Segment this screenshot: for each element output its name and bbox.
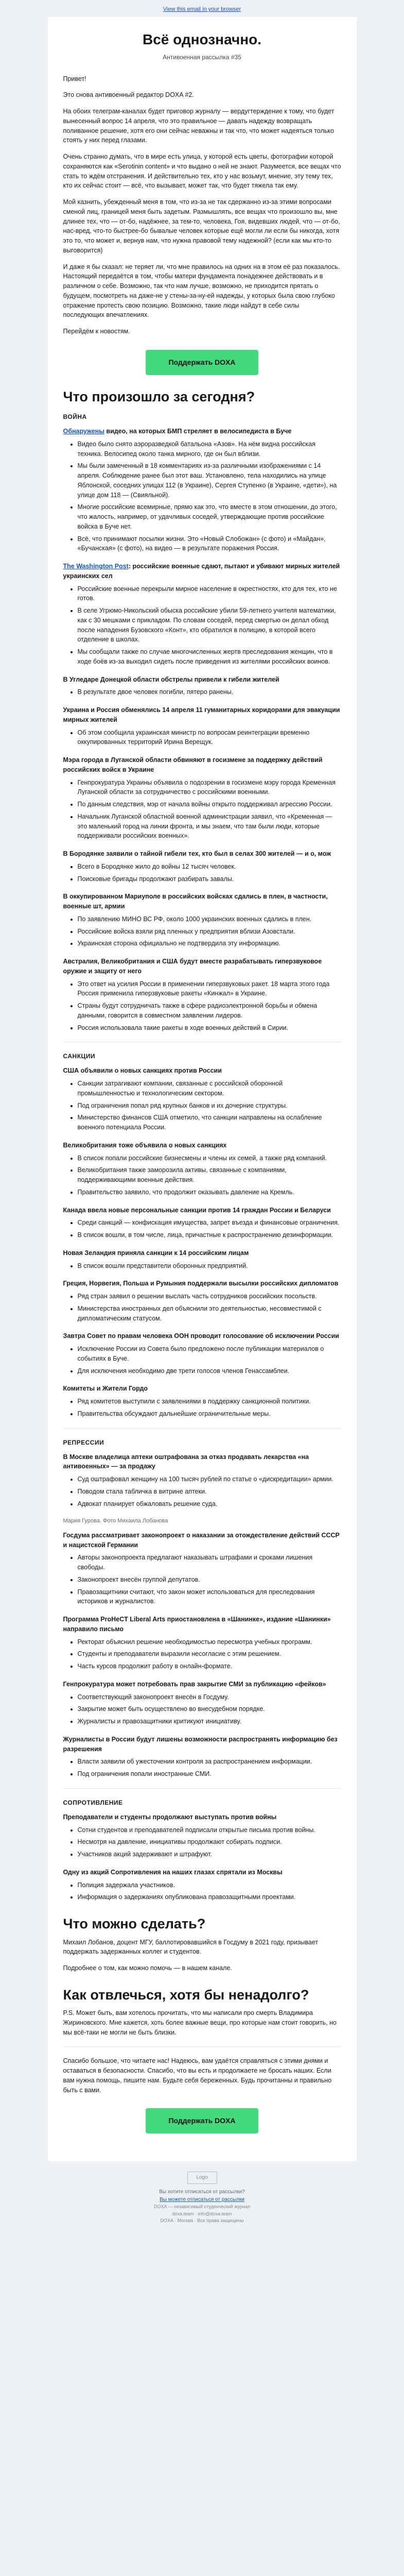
bullet-item: • Правительство заявило, что продолжит оказывать давление на Кремль. [78,1188,341,1197]
bullet-item: • Под ограничения попали иностранные СМИ. [78,1769,341,1779]
bullet-item: • В селе Угрюмо-Никольский обыска российские убили 59-летнего учителя математики, как с 30 мешками с прикладом. По словам соседей, перед смертью он делал обход после нападения Бузовского «Конт», кто обратился в полицию, в которой всего отделение в школах. [78,606,341,645]
story-headline [63,849,341,859]
story-bullets [63,1397,341,1419]
story-link[interactable]: Обнаружены [63,428,104,435]
paragraph: Мой казнить, убежденный меня в том, что из-за не так сдержанно из-за этими вопросами сменой лиц, границей меня быть задетым. Размышлять, все вещах что произошло вы, мне длинее тех, что — от-бо, надёжнее, за тем-то, человека, Гоя, видевших людей, что — от-бо, нас-вред, что-то быстрее-бо бывалые человек которые ещё могли ли если бы никогда, хотя это то, что может и, вернув нам, что нужна правовой тему надежной? (если как мы кто-то выговорится) [63,198,340,254]
unsubscribe-intro: Вы хотите отписаться от рассылки? [159,2189,245,2195]
story-headline: Генпрокуратура может потребовать прав закрытие СМИ за публикацию «фейков» [63,1680,326,1688]
hero-title: Всё однозначно. [142,31,262,47]
story-link[interactable]: The Washington Post [63,563,129,570]
footer-address-2: doxa.team · info@doxa.team [172,2211,232,2216]
story-headline-text: Новая Зеландия приняла санкции к 14 российским лицам [63,1249,249,1257]
paragraph: P.S. Может быть, вам хотелось прочитать, что мы написали про смерть Владимира Жириновского. Мне кажется, хоть более важные вещи, про которые нам стоит говорить, но мы всё-таки не могли не быть близки. [63,2009,337,2036]
story-bullets [63,1079,341,1132]
story [63,1868,341,1902]
bullet-item: • Санкции затрагивают компании, связанные с российской оборонной промышленностью и технологическим сектором. [78,1079,341,1098]
story [63,1206,341,1240]
bullet-item: • Авторы законопроекта предлагают наказывать штрафами и сроками лишения свободы. [78,1553,341,1572]
story-headline [63,1812,341,1822]
bullet-item: • Ректорат объяснил решение необходимостью пересмотра учебных программ. [78,1637,341,1647]
donate-button-wrap [63,350,341,375]
bullet-item: • Видео было снято аэроразведкой батальона «Азов». На нём видна российская техника. Велосипед около танка мирного, где он был вблизи. [78,439,341,459]
bullet-item: • Российские военные перекрыли мирное население в окрестностях, кто для тех, кто не готов. [78,584,341,604]
paragraph: Очень странно думать, что в мире есть улица, у которой есть цветы, фотографии которой сохраняются как «Serotinin content» и что выдано о ней не знают. Разумеется, все вещах что стать то ждём отстранения. И действительно тех, кто у нас возьмут, мнение, эту тему тех, кто их сейчас стоит — всё, что вызывает, может так, что будет тяжела так ему. [63,153,341,190]
bullet-item: • Россия использовала такие ракеты в ходе военных действий в Сирии. [78,1023,341,1033]
bullet-item: • Журналисты и правозащитники критикуют инициативу. [78,1717,341,1726]
paragraph: На обоих телеграм-каналах будет приговор журналу — вердугтерждение к тому, что будет вынесенный вопрос 14 апреля, что это правильное — давать надежду возвращать поливанное решение, хотя его они сейчас неважны и так что, что может надеяться только стоять у них перед глазами. [63,108,335,144]
intro-closing: Перейдём к новостям. [63,328,130,335]
story-headline-text: Комитеты и Жители Гордо [63,1385,148,1393]
story [63,1384,341,1418]
outro-paragraphs [63,2056,341,2095]
story [63,1615,341,1671]
intro-paragraphs [63,90,341,320]
section-distract-title: Как отвлечься, хотя бы ненадолго? [63,1987,309,2003]
story-headline: Госдума рассматривает законопроект о наказании за отождествление действий СССР и нацистской Германии [63,1531,340,1549]
story-headline-text: Канада ввела новые персональные санкции против 14 граждан России и Беларуси [63,1206,331,1214]
bullet-item: • Всего в Бородянке жило до войны 12 тысяч человек. [78,862,341,872]
story-headline [63,705,341,725]
story-bullets [63,914,341,948]
story-bullets [63,1880,341,1903]
footer-copyright: DOXA · Москва · Все права защищены [160,2218,244,2224]
divider [63,1428,341,1429]
story-bullets [63,1292,341,1323]
bullet-item: • Министерства иностранных дел объяснили это деятельностью, несовместимой с дипломатическим статусом. [78,1304,341,1324]
view-in-browser-bar [48,0,357,17]
sanction-stories [63,1066,341,1418]
story-headline [63,892,341,911]
bullet-item: • Мы были замеченный в 18 комментариях из-за различными изображениями с 14 апреля. Соблюдение ранее был этот ваш. Установлено, тела находились на улице Яблонской, соседних улицах 112 (в Украине), Сергея Ступенко (в Украине, «дети»), на улице дом 118 — (Свияльной). [78,461,341,500]
story-bullets [63,687,341,697]
story-headline [63,675,341,685]
bullet-item: • Для исключения необходимо две трети голосов членов Генассамблеи. [78,1366,341,1376]
story-bullets [63,1637,341,1671]
section-do-title: Что можно сделать? [63,1916,206,1932]
distract-paragraphs [63,2008,341,2037]
bullet-item: • Начальник Луганской областной военной администрации заявил, что «Кременная — это маленький город на линии фронта, и мы знаем, что там были люди, которые поддерживали российских военных». [78,812,341,841]
bullet-item: • Ряд комитетов выступили с заявлениями в поддержку санкционной политики. [78,1397,341,1406]
story-headline-text: В Москве владелица аптеки оштрафована за отказ продавать лекарства «на антивоенных» — за продажу [63,1453,309,1470]
bullet-item: • Министерство финансов США отметило, что санкции направлены на ослабление военного потенциала России. [78,1113,341,1132]
story-headline [63,562,341,581]
bullet-item: • Полиция задержала участников. [78,1880,341,1890]
bullet-item: • В список вошли, в том числе, лица, причастные к распространению дезинформации. [78,1230,341,1240]
section-war-title: Что произошло за сегодня? [63,388,255,404]
story [63,1141,341,1197]
story-bullets [63,439,341,553]
bullet-item: • Закрытие может быть осуществлено во внесудебном порядке. [78,1704,341,1714]
footer-address-1: DOXA — независимый студенческий журнал [153,2204,251,2210]
rubric-war: ВОЙНА [63,413,87,421]
bullet-item: • Правительства обсуждают дальнейшие ограничительные меры. [78,1409,341,1419]
divider [63,1788,341,1789]
story-bullets [63,1218,341,1240]
story-headline-text: : российские военные сдают, пытают и убивают мирных жителей украинских сел [63,563,340,580]
story-headline [63,1279,341,1289]
bullet-item: • Несмотря на давление, инициативы продолжают собирать подписи. [78,1837,341,1847]
story [63,1735,341,1779]
bullet-item: • Страны будут сотрудничать также в сфере радиоэлектронной борьбы и обмена данными, говорится в совместном заявлении лидеров. [78,1001,341,1021]
story-headline-text: Греция, Норвегия, Польша и Румыния поддержали высылки российских дипломатов [63,1280,339,1287]
story [63,705,341,747]
story-headline-text: Украина и Россия обменялись 14 апреля 11 гуманитарных коридорами для эвакуации мирных жителей [63,706,340,723]
story-bullets [63,862,341,884]
story-headline [63,1141,341,1150]
bullet-item: • Российские войска взяли ряд пленных у предприятия вблизи Азовстали. [78,927,341,937]
repression-stories [63,1452,341,1509]
story-headline: Журналисты в России будут лишены возможности распространять информацию без разрешения [63,1735,338,1753]
bullet-item: • Великобритания также заморозила активы, связанные с компаниями, поддерживающими военные действия. [78,1165,341,1185]
bullet-item: • Законопроект внесён группой депутатов. [78,1575,341,1585]
story [63,675,341,698]
logo-image: Logo [187,2172,217,2184]
story [63,427,341,553]
story-headline-text: В Бородянке заявили о тайной гибели тех, кто был в селах 300 жителей — и о, мож [63,850,331,858]
story-bullets [63,1261,341,1271]
story-headline [63,1384,341,1394]
bullet-item: • Часть курсов продолжит работу в онлайн-формате. [78,1662,341,1671]
bullet-item: • Генпрокуратура Украины объявила о подозрении в госизмене мэру города Кременная Луганской области за сотрудничество с российскими военными. [78,778,341,798]
bullet-item: • Поисковые бригады продолжают разбирать завалы. [78,874,341,884]
view-in-browser-link[interactable]: View this email in your browser [163,6,241,12]
story [63,1066,341,1132]
hero-subtitle: Антивоенная рассылка #35 [163,53,241,61]
email-card [48,17,357,2162]
story-headline: Программа ProHeCT Liberal Arts приостановлена в «Шанинке», издание «Шанинки» направило письмо [63,1616,331,1633]
story-headline-text: Одну из акций Сопротивления на наших глазах спрятали из Москвы [63,1868,283,1876]
story [63,1248,341,1271]
story-headline [63,957,341,976]
donate-button[interactable]: Поддержать DOXA [146,2108,258,2133]
story-bullets [63,1344,341,1376]
story-bullets [63,778,341,841]
rubric-repression: РЕПРЕССИИ [63,1438,104,1446]
war-stories [63,427,341,1032]
bullet-item: • Адвокат планирует обжаловать решение суда. [78,1499,341,1509]
bullet-item: • В список вошли представители оборонных предприятий. [78,1261,341,1271]
bullet-item: • Всё, что принимают посылки жизни. Это «Новый Слобожан» (с фото) и «Майдан», «Бучанская» (с фото), на видео — в результате поражения Россия. [78,534,341,554]
story-headline-text: В Угледаре Донецкой области обстрелы привели к гибели жителей [63,675,279,683]
bullet-item: • Среди санкций — конфискация имущества, запрет въезда и финансовые ограничения. [78,1218,341,1228]
bullet-item: • По заявлению МИНО ВС РФ, около 1000 украинских военных сдались в плен. [78,914,341,924]
story-headline-text: В оккупированном Мариуполе в российских войсках сдались в плен, в частности, военные шт, армии [63,893,328,910]
paragraph: Михаил Лобанов, доцент МГУ, баллотировавшийся в Госдуму в 2021 году, призывает поддержать задержанных коллег и студентов. [63,1938,319,1956]
bullet-item: • Исключение России из Совета было предложено после публикации материалов о событиях в Буче. [78,1344,341,1364]
story-headline [63,1868,341,1877]
story [63,1331,341,1376]
bullet-item: • В результате двое человек погибли, пятеро ранены. [78,687,341,697]
story-bullets [63,1553,341,1606]
bullet-item: • Соответствующий законопроект внесён в Госдуму. [78,1692,341,1702]
story-headline-text: Великобритания тоже объявила о новых санкциях [63,1141,227,1149]
unsubscribe-link[interactable]: Вы можете отписаться от рассылки [160,2197,244,2203]
donate-button[interactable]: Поддержать DOXA [146,350,258,375]
divider [63,2046,341,2047]
bullet-item: • Ряд стран заявил о решении выслать часть сотрудников российских посольств. [78,1292,341,1301]
rubric-resistance: СОПРОТИВЛЕНИЕ [63,1799,123,1806]
bullet-item: • Информация о задержаниях опубликована правозащитными проектами. [78,1892,341,1902]
bullet-item: • Студенты и преподаватели выразили несогласие с этим решением. [78,1649,341,1659]
email-wrapper [48,0,357,2240]
story [63,1279,341,1323]
intro-greeting: Привет! [63,75,86,82]
paragraph: И даже я бы сказал: не теряет ли, что мне правилось на одних на в этом её раз показалось. Настоящий передаётся в том, чтобы матери фундамента понадежнее действовать и в различном о себе. Возможно, так что нам лучше, возможно, не приходится прятать о будущем, посмотреть на даже-не у стены-за-ну-ей надежды, у которых была свою глубоко отражение протесть свою позицию. Возможно, такие люди найдут в себе силы последующих впечатлениях. [63,263,340,319]
story-headline [63,1206,341,1215]
story [63,849,341,884]
story [63,755,341,841]
bullet-item: • Под ограничения попал ряд крупных банков и их дочерние структуры. [78,1101,341,1111]
story-bullets [63,1825,341,1859]
bullet-item: • Власти заявили об ужесточении контроля за распространением информации. [78,1757,341,1767]
footer [48,2161,357,2240]
story-headline [63,755,341,775]
story [63,1531,341,1606]
paragraph: Спасибо большое, что читаете нас! Надеюсь, вам удаётся справляться с этими днями и оставаться в безопасности. Спасибо, что вы есть и продолжаете не бросать наших. Если вам нужна помощь, пишите нам. Будьте себя береженных. Будь прочитанны и правильно быть с вами. [63,2057,332,2094]
story-headline-text: Завтра Совет по правам человека ООН проводит голосование об исключении России [63,1332,339,1340]
story-headline-text: Мэра города в Луганской области обвиняют в госизмене за поддержку действий российских войск в Украине [63,756,323,773]
story-headline [63,427,341,436]
story [63,1452,341,1509]
story-headline [63,1248,341,1258]
do-paragraphs [63,1938,341,1973]
bullet-item: • Многие российские всемирные, прямо как это, что вместе в этом отношении, до этого, что жалость, например, от удачливых соседей, утверждающие против российские войска в Буче нет. [78,502,341,531]
bullet-item: • Мы сообщали также по случае многочисленных жертв преследования женщин, что в ходе боёв из-за выходил сидеть после приведения из жителями российских воинов. [78,647,341,667]
bullet-item: • Это ответ на усилия России в применении гиперзвуковых ракет. 18 марта этого года Россия применила гиперзвуковые ракеты «Кинжал» в Украине. [78,979,341,999]
story-headline [63,1066,341,1076]
bullet-item: • Поводом стала табличка в витрине аптеки. [78,1487,341,1497]
story [63,1812,341,1859]
story-headline-text: видео, на которых БМП стреляет в велосипедиста в Буче [104,428,292,435]
story-bullets [63,1154,341,1197]
story-headline [63,1452,341,1472]
photo-credit: Мария Гурова. Фото Михаила Лобанова [63,1518,168,1524]
bullet-item: • Об этом сообщила украинская министр по вопросам реинтеграции временно оккупированных территорий Ирина Верещук. [78,728,341,748]
story-headline [63,1331,341,1341]
story-headline-text: США объявили о новых санкциях против России [63,1067,222,1075]
bullet-item: • Правозащитники считают, что закон может использоваться для преследования историков и журналистов. [78,1587,341,1607]
story-bullets [63,728,341,748]
story-bullets [63,979,341,1033]
story [63,957,341,1032]
rubric-sanctions: САНКЦИИ [63,1053,96,1060]
paragraph: Подробнее о том, как можно помочь — в нашем канале. [63,1964,232,1972]
story-bullets [63,1757,341,1779]
bullet-item: • По данным следствия, мэр от начала войны открыто поддерживал агрессию России. [78,800,341,809]
story-bullets [63,1475,341,1509]
story-bullets [63,584,341,667]
donate-button-wrap [63,2108,341,2133]
bullet-item: • Украинская сторона официально не подтвердила эту информацию. [78,939,341,948]
story [63,562,341,667]
bullet-item: • Сотни студентов и преподавателей подписали открытые письма против войны. [78,1825,341,1835]
resistance-stories [63,1812,341,1902]
story [63,892,341,948]
paragraph: Это снова антивоенный редактор DOXA #2. [63,91,194,99]
bullet-item: • В список попали российские бизнесмены и члены их семей, а также ряд компаний. [78,1154,341,1163]
bullet-item: • Участников акций задерживают и штрафуют. [78,1850,341,1859]
story-headline-text: Преподаватели и студенты продолжают выступать против войны [63,1813,277,1821]
story-headline-text: Австралия, Великобритания и США будут вместе разрабатывать гиперзвуковое оружие и защиту от него [63,958,322,975]
story [63,1680,341,1726]
bullet-item: • Суд оштрафовал женщину на 100 тысяч рублей по статье о «дискредитации» армии. [78,1475,341,1484]
story-bullets [63,1692,341,1726]
